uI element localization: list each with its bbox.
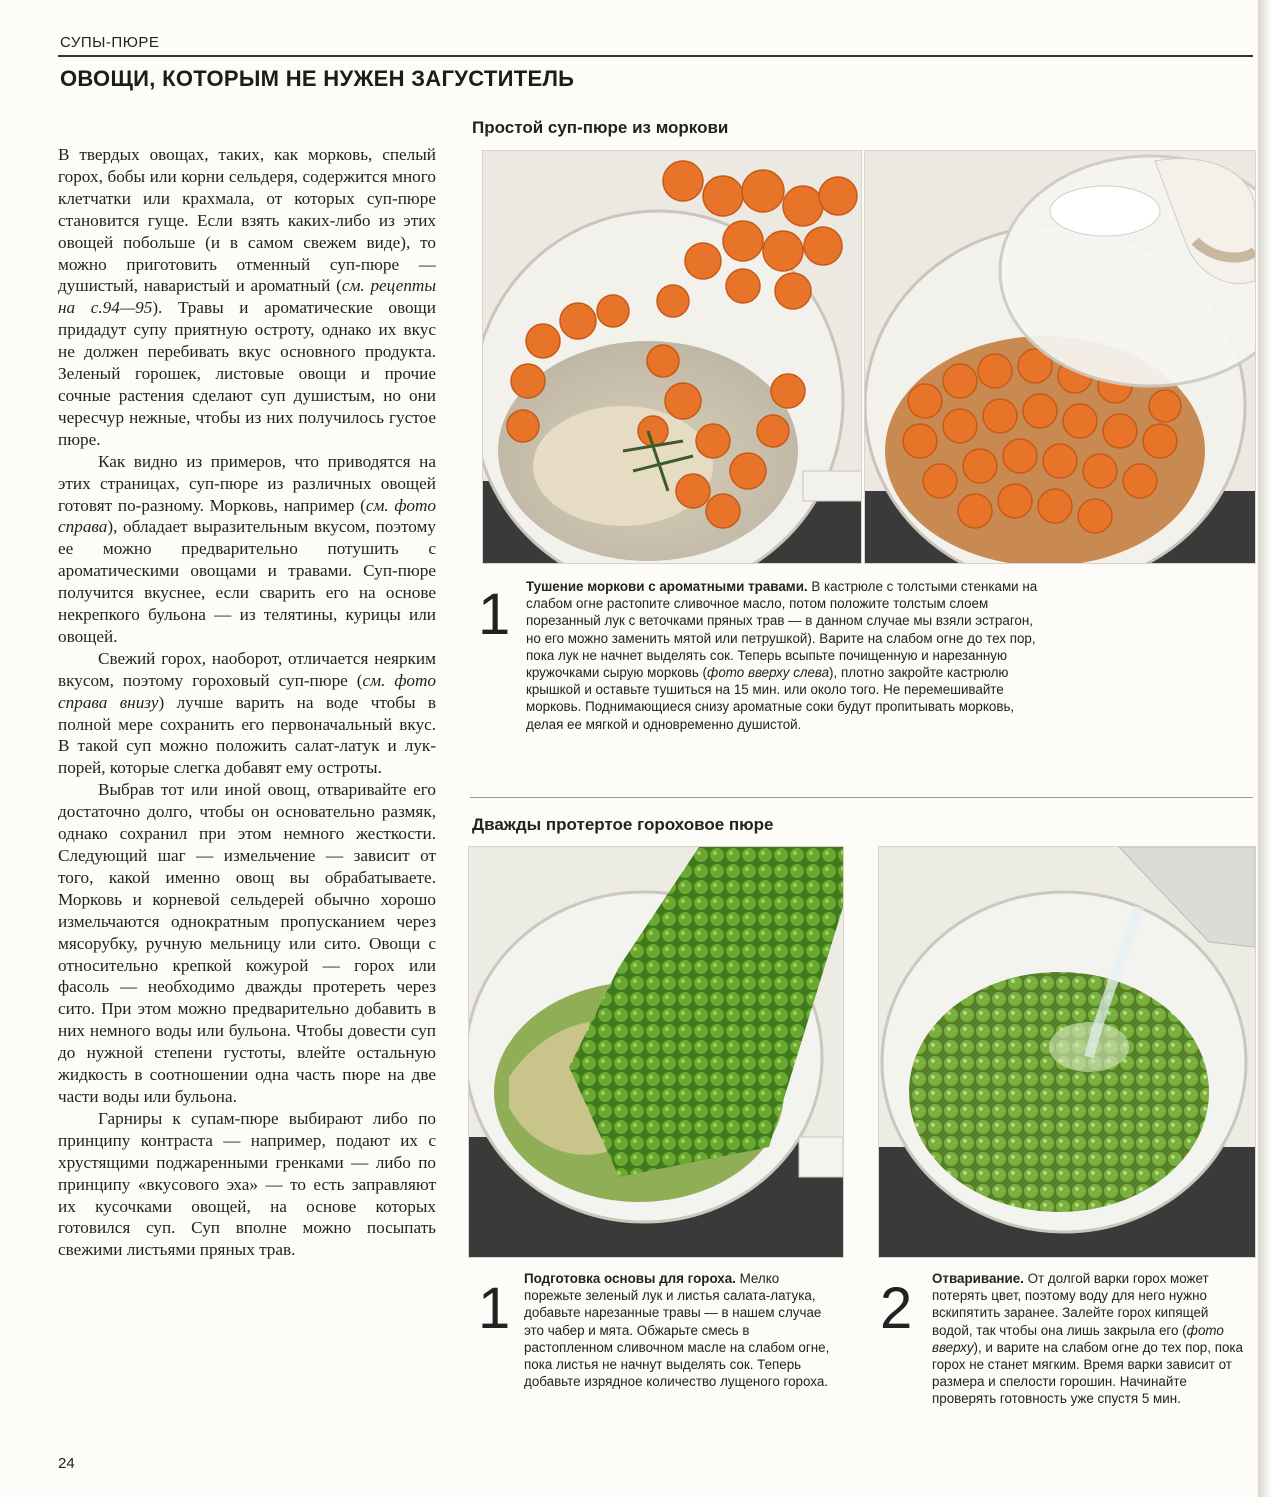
page-number: 24 — [58, 1455, 75, 1472]
section-label: СУПЫ-ПЮРЕ — [60, 34, 160, 51]
peas-step2-number: 2 — [880, 1276, 913, 1341]
paragraph-3: Свежий горох, наоборот, отличается неярким вкусом, поэтому гороховый суп-пюре (см. фото справа внизу) лучше варить на воде чтобы в полной мере сохранить его первоначальный вкус. В такой суп можно положить салат-латук и лук-порей, которые слегка добавят ему остроты. — [58, 648, 436, 778]
carrot-step-number: 1 — [478, 582, 511, 647]
page-gutter-shadow — [1258, 0, 1273, 1497]
peas-photo-2 — [878, 846, 1256, 1258]
carrot-photo-2 — [864, 150, 1256, 564]
peas-photo-1 — [468, 846, 844, 1258]
peas-step2-caption: Отваривание. От долгой варки горох может потерять цвет, поэтому воду для него нужно вскипятить заранее. Залейте горох кипящей водой, так чтобы она лишь закрыла его (фото вверху), и варите на слабом огне до тех пор, пока горох не станет мягким. Время варки зависит от размера и спелости горошин. Начинайте проверять готовность уже спустя 5 мин. — [932, 1271, 1243, 1407]
peas-step1-caption: Подготовка основы для гороха. Мелко порежьте зеленый лук и листья салата-латука, добавьте нарезанные травы — в нашем случае это чабер и мята. Обжарьте смесь в растопленном сливочном масле на слабом огне, пока листья не начнут выделять сок. Теперь добавьте изрядное количество лущеного гороха. — [524, 1271, 830, 1390]
carrot-step-caption: Тушение моркови с ароматными травами. В кастрюле с толстыми стенками на слабом огне растопите сливочное масло, потом положите толстым слоем порезанный лук с веточками пряных трав — в данном случае мы взяли эстрагон, но его можно заменить мятой или петрушкой). Варите на слабом огне до тех пор, пока лук не начнет выделять сок. Теперь всыпьте почищенную и нарезанную кружочками сырую морковь (фото вверху слева), плотно закройте кастрюлю крышкой и оставьте тушиться на 15 мин. или около того. Не перемешивайте морковь. Поднимающиеся снизу ароматные соки будут пропитывать морковь, делая ее мягкой и одновременно душистой. — [526, 579, 1038, 732]
carrot-heading: Простой суп-пюре из моркови — [472, 118, 729, 137]
page-title: ОВОЩИ, КОТОРЫМ НЕ НУЖЕН ЗАГУСТИТЕЛЬ — [60, 66, 575, 91]
peas-step1-number: 1 — [478, 1276, 511, 1341]
body-text — [58, 144, 436, 1261]
section-divider — [470, 797, 1253, 798]
paragraph-5: Гарниры к супам-пюре выбирают либо по принципу контраста — например, подают их с хрустящими поджаренными гренками — либо по принципу «вкусового эха» — то есть заправляют их кусочками овощей, на основе которых готовился суп. Суп вполне можно посыпать свежими листьями пряных трав. — [58, 1108, 436, 1260]
paragraph-1: В твердых овощах, таких, как морковь, спелый горох, бобы или корни сельдеря, содержится много клетчатки или крахмала, от которых суп-пюре становится гуще. Если взять каких-либо из этих овощей побольше (и в самом свежем виде), то можно приготовить отменный суп-пюре — душистый, наваристый и ароматный (см. рецепты на с.94—95). Травы и ароматические овощи придадут супу приятную остроту, однако их вкус не должен перебивать вкус основного продукта. Зеленый горошек, листовые овощи и прочие сочные растения сделают суп душистым, но они чересчур нежные, чтобы из них получилось густое пюре. — [58, 145, 436, 449]
paragraph-2: Как видно из примеров, что приводятся на этих страницах, суп-пюре из различных овощей готовят по-разному. Морковь, например (см. фото справа), обладает выразительным вкусом, поэтому ее можно предварительно потушить с ароматическими овощами и травами. Суп-пюре получится вкуснее, если сварить его на основе некрепкого бульона — из телятины, курицы или овощей. — [58, 451, 436, 646]
header-rule — [58, 55, 1253, 57]
peas-heading: Дважды протертое гороховое пюре — [472, 815, 774, 834]
paragraph-4: Выбрав тот или иной овощ, отваривайте его достаточно долго, чтобы он основательно размяк, однако сохранил при этом немного жесткости. Следующий шаг — измельчение — зависит от того, какой именно овощ вы обрабатываете. Морковь и корневой сельдерей обычно хорошо измельчаются однократным пропусканием через мясорубку, ручную мельницу или сито. Овощи с относительно крепкой кожурой — горох или фасоль — необходимо дважды протереть через сито. При этом можно предварительно добавить в них немного воды или бульона. Чтобы довести суп до нужной степени густоты, влейте остальную жидкость в соотношении одна часть пюре на две части воды или бульона. — [58, 780, 436, 1106]
carrot-photo-1 — [482, 150, 862, 564]
